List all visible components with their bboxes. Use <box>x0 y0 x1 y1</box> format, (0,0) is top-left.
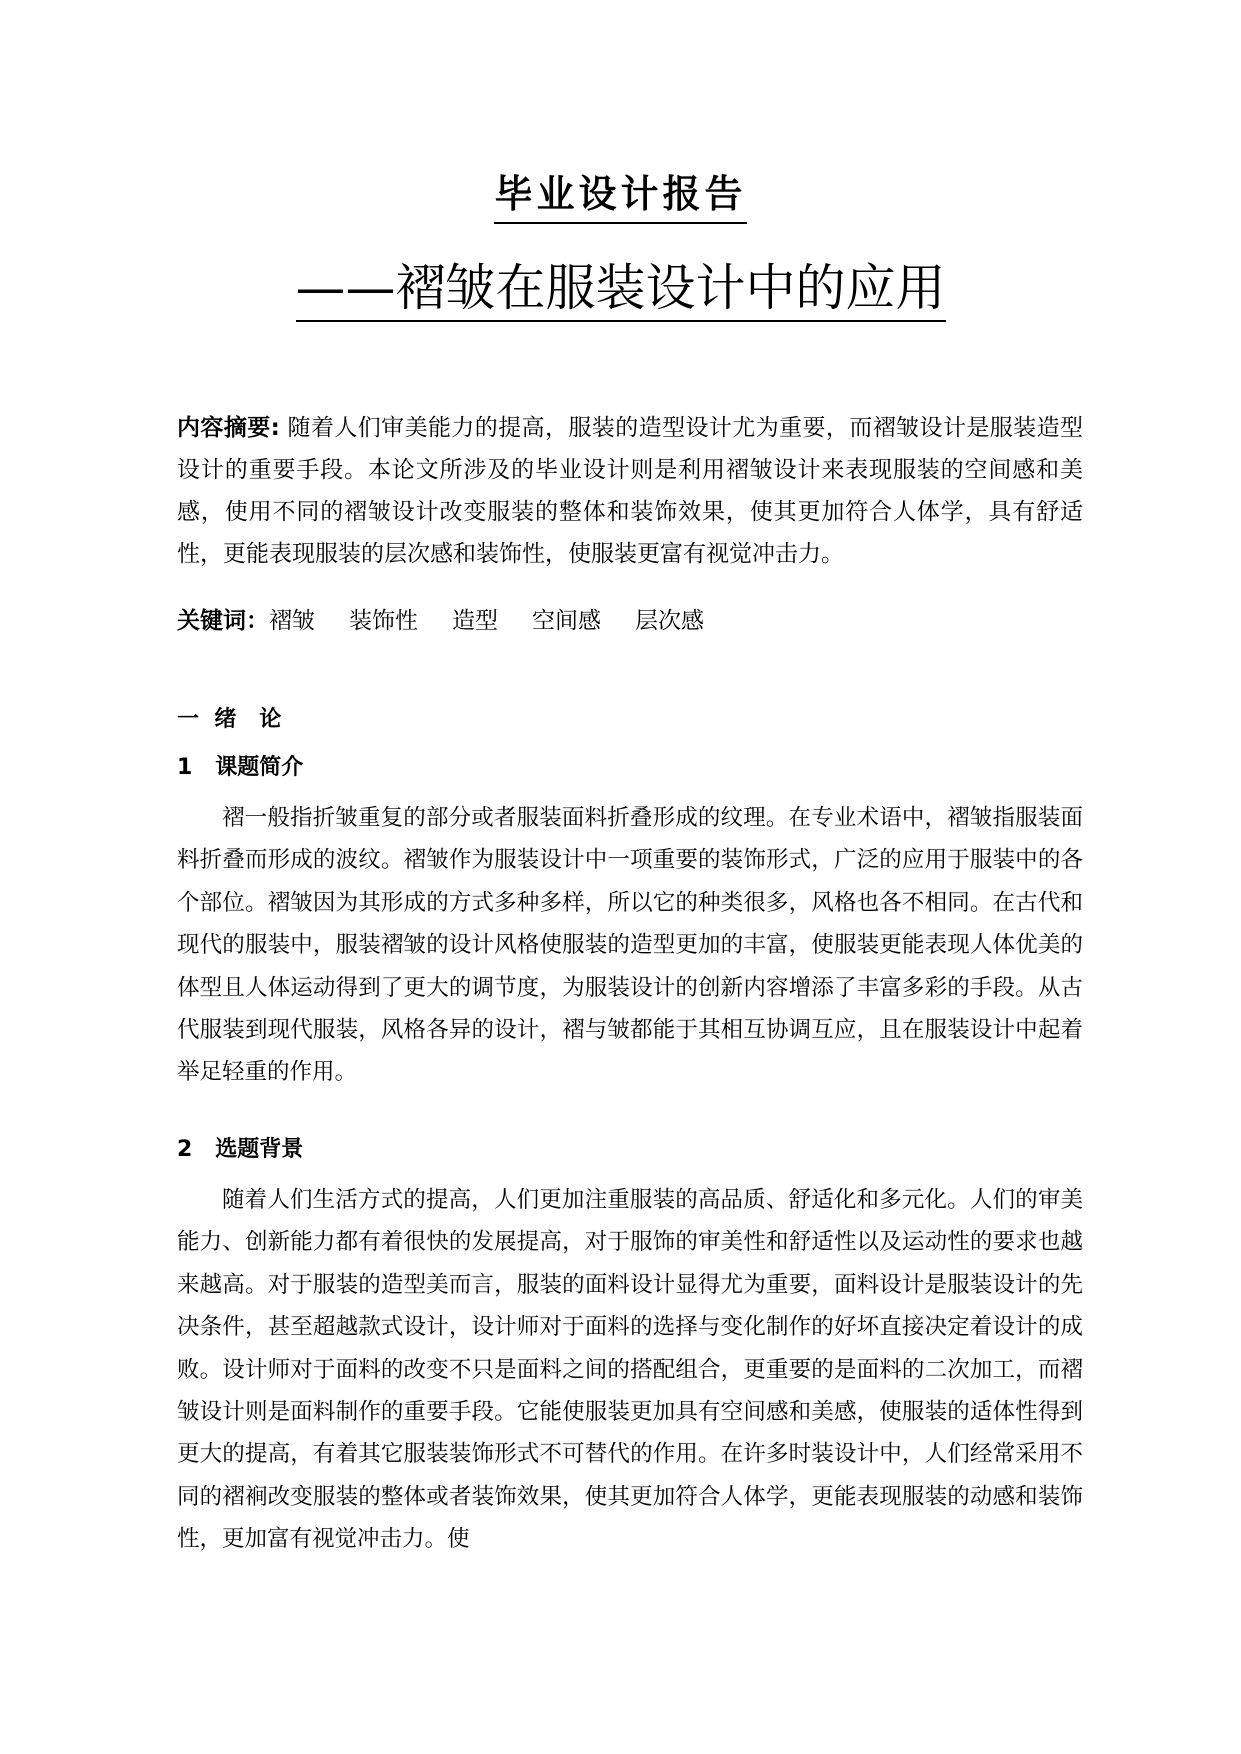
document-title: 毕业设计报告 <box>494 172 746 224</box>
body-paragraph: 褶一般指折皱重复的部分或者服装面料折叠形成的纹理。在专业术语中，褶皱指服装面料折叠而形成的波纹。褶皱作为服装设计中一项重要的装饰形式，广泛的应用于服装中的各个部位。褶皱因为其形成的方式多种多样，所以它的种类很多，风格也各不相同。在古代和现代的服装中，服装褶皱的设计风格使服装的造型更加的丰富，使服装更能表现人体优美的体型且人体运动得到了更大的调节度，为服装设计的创新内容增添了丰富多彩的手段。从古代服装到现代服装，风格各异的设计，褶与皱都能于其相互协调互应，且在服装设计中起着举足轻重的作用。 <box>177 805 1083 1086</box>
keyword: 层次感 <box>635 608 704 634</box>
document-subtitle: ——褶皱在服装设计中的应用 <box>296 258 946 322</box>
keywords <box>177 601 738 641</box>
subtitle-block <box>0 258 1241 322</box>
subsection-heading: 1 课题简介 <box>177 755 304 780</box>
body-paragraph: 随着人们生活方式的提高，人们更加注重服装的高品质、舒适化和多元化。人们的审美能力、创新能力都有着很快的发展提高，对于服饰的审美性和舒适性以及运动性的要求也越来越高。对于服装的造型美而言，服装的面料设计显得尤为重要，面料设计是服装设计的先决条件，甚至超越款式设计，设计师对于面料的选择与变化制作的好坏直接决定着设计的成败。设计师对于面料的改变不只是面料之间的搭配组合，更重要的是面料的二次加工，而褶皱设计则是面料制作的重要手段。它能使服装更加具有空间感和美感，使服装的适体性得到更大的提高，有着其它服装装饰形式不可替代的作用。在许多时装设计中，人们经常采用不同的褶裥改变服装的整体或者装饰效果，使其更加符合人体学，更能表现服装的动感和装饰性，更加富有视觉冲击力。使 <box>177 1187 1083 1553</box>
keyword: 空间感 <box>532 608 601 634</box>
abstract-label: 内容摘要: <box>177 415 280 441</box>
keyword: 装饰性 <box>349 608 418 634</box>
section-heading: 一 绪 论 <box>177 707 282 732</box>
keywords-label: 关键词： <box>177 608 269 634</box>
abstract <box>177 407 1083 575</box>
keyword: 褶皱 <box>269 608 315 634</box>
keyword: 造型 <box>452 608 498 634</box>
abstract-text: 随着人们审美能力的提高，服装的造型设计尤为重要，而褶皱设计是服装造型设计的重要手段。本论文所涉及的毕业设计则是利用褶皱设计来表现服装的空间感和美感，使用不同的褶皱设计改变服装的整体和装饰效果，使其更加符合人体学，具有舒适性，更能表现服装的层次感和装饰性，使服装更富有视觉冲击力。 <box>177 415 1083 567</box>
title-block <box>0 172 1241 224</box>
subsection-heading: 2 选题背景 <box>177 1137 304 1162</box>
